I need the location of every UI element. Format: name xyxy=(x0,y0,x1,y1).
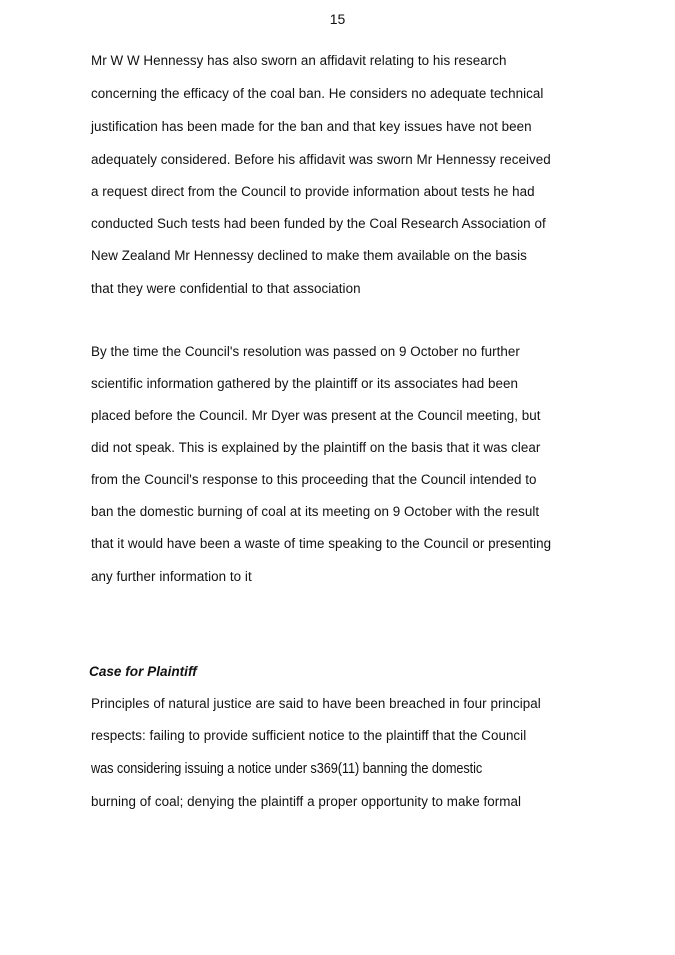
text-line: Principles of natural justice are said to have been breached in four principal xyxy=(91,696,541,711)
condensed-text: was considering issuing a notice under s369(11) banning the domestic xyxy=(91,760,483,777)
section-heading: Case for Plaintiff xyxy=(89,664,197,679)
text-line: concerning the efficacy of the coal ban. He considers no adequate technical xyxy=(91,86,544,101)
text-line: a request direct from the Council to provide information about tests he had xyxy=(91,184,535,199)
text-line: respects: failing to provide sufficient notice to the plaintiff that the Council xyxy=(91,728,527,743)
text-line: that they were confidential to that association xyxy=(91,281,361,296)
text-line: adequately considered. Before his affidavit was sworn Mr Hennessy received xyxy=(91,152,551,167)
text-line: New Zealand Mr Hennessy declined to make them available on the basis xyxy=(91,248,527,263)
text-line: placed before the Council. Mr Dyer was present at the Council meeting, but xyxy=(91,408,541,423)
text-line: did not speak. This is explained by the plaintiff on the basis that it was clear xyxy=(91,440,541,455)
text-line: justification has been made for the ban and that key issues have not been xyxy=(91,119,532,134)
text-line: Mr W W Hennessy has also sworn an affidavit relating to his research xyxy=(91,53,507,68)
text-line: By the time the Council's resolution was passed on 9 October no further xyxy=(91,344,520,359)
page-number: 15 xyxy=(329,11,346,27)
text-line: ban the domestic burning of coal at its meeting on 9 October with the result xyxy=(91,504,540,519)
text-line: that it would have been a waste of time speaking to the Council or presenting xyxy=(91,536,552,551)
text-line: from the Council's response to this proceeding that the Council intended to xyxy=(91,472,537,487)
text-line: burning of coal; denying the plaintiff a proper opportunity to make formal xyxy=(91,794,521,809)
text-line xyxy=(91,760,557,777)
text-line: scientific information gathered by the plaintiff or its associates had been xyxy=(91,376,519,391)
text-line: conducted Such tests had been funded by the Coal Research Association of xyxy=(91,216,546,231)
text-line: any further information to it xyxy=(91,569,252,584)
